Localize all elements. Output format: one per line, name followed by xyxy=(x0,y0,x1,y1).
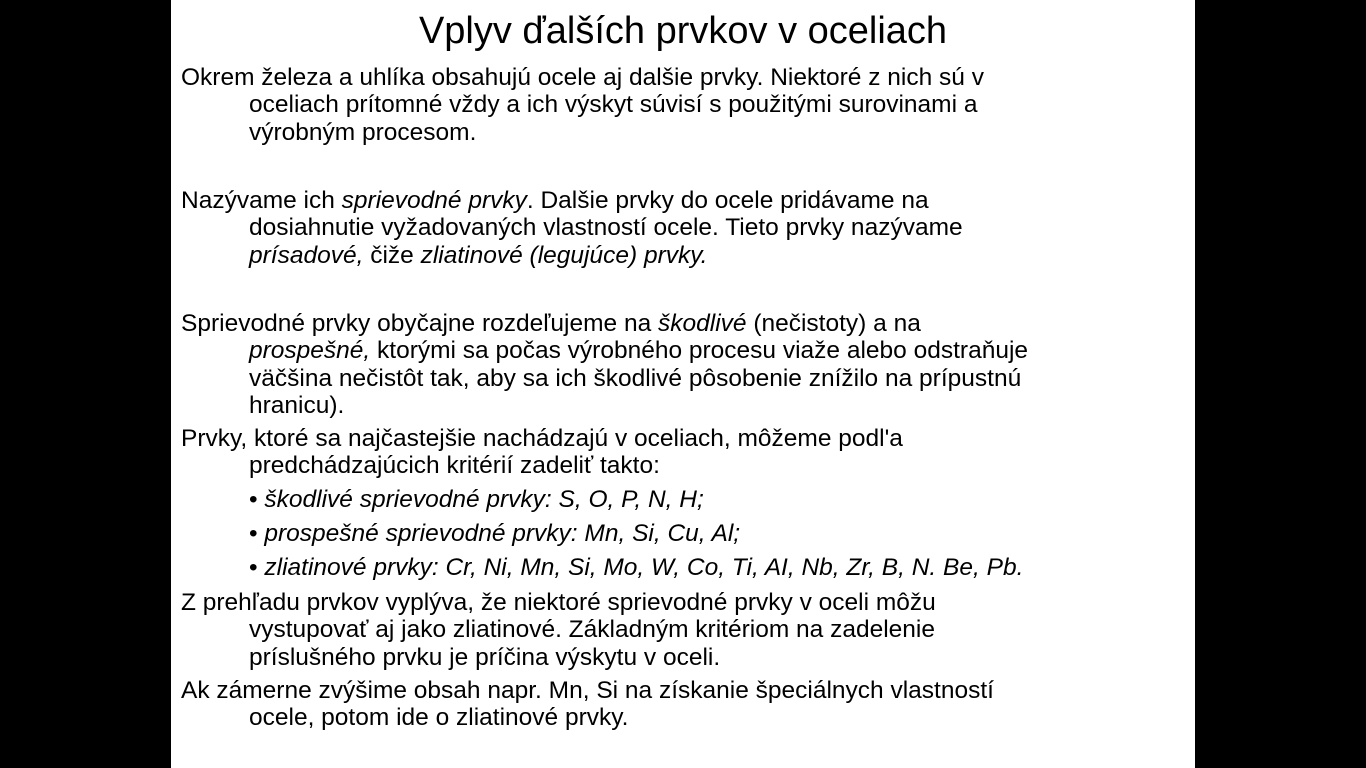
paragraph-line: Z prehľadu prvkov vyplýva, že niektoré sprievodné prvky v oceli môžu xyxy=(181,589,936,616)
paragraph-line: vystupovať aj jako zliatinové. Základným kritériom na zadelenie xyxy=(249,616,935,644)
paragraph-line: predchádzajúcich kritérií zadeliť takto: xyxy=(249,452,660,480)
bullet-dot: • xyxy=(249,520,258,547)
bullet-dot: • xyxy=(249,486,258,513)
emphasis-term: zliatinové (legujúce) prvky. xyxy=(420,241,708,269)
slide xyxy=(171,0,1195,768)
paragraph-line: Prvky, ktoré sa najčastejšie nachádzajú v oceliach, môžeme podl'a xyxy=(181,425,903,452)
bullet-item xyxy=(249,554,1023,582)
emphasis-term: škodlivé xyxy=(658,310,747,337)
paragraph-text: Nazývame ich xyxy=(181,187,342,214)
bullet-text: prospešné sprievodné prvky: Mn, Si, Cu, Al; xyxy=(264,520,741,547)
paragraph-line: Okrem železa a uhlíka obsahujú ocele aj dalšie prvky. Niektoré z nich sú v xyxy=(181,64,984,91)
emphasis-term: prísadové, xyxy=(249,241,371,269)
bullet-item xyxy=(249,486,704,514)
paragraph-text: (nečistoty) a na xyxy=(746,310,921,337)
paragraph-text: . Dalšie prvky do ocele pridávame na xyxy=(526,187,929,214)
paragraph-text: Sprievodné prvky obyčajne rozdeľujeme na xyxy=(181,310,658,337)
paragraph-line: hranicu). xyxy=(249,391,345,419)
bullet-dot: • xyxy=(249,554,258,581)
paragraph-line: príslušného prvku je príčina výskytu v oceli. xyxy=(249,643,721,671)
paragraph-line: oceliach prítomné vždy a ich výskyt súvisí s použitými surovinami a xyxy=(249,91,978,119)
paragraph-zaver xyxy=(181,677,1249,732)
paragraph-line: výrobným procesom. xyxy=(249,118,477,146)
paragraph-prehlad xyxy=(181,589,1249,671)
paragraph-text: ktorými sa počas výrobného procesu viaže alebo odstraňuje xyxy=(370,337,1029,365)
emphasis-term: prospešné, xyxy=(249,337,371,365)
emphasis-term: sprievodné prvky xyxy=(341,187,527,214)
bullet-text: zliatinové prvky: Cr, Ni, Mn, Si, Mo, W, Co, Ti, AI, Nb, Zr, B, N. Be, Pb. xyxy=(264,554,1024,581)
bullet-text: škodlivé sprievodné prvky: S, O, P, N, H; xyxy=(264,486,704,513)
paragraph-line: väčšina nečistôt tak, aby sa ich škodlivé pôsobenie znížilo na prípustnú xyxy=(249,364,1022,392)
paragraph-intro xyxy=(181,64,1249,146)
paragraph-kriteria xyxy=(181,425,1249,480)
paragraph-text: čiže xyxy=(370,241,421,269)
slide-title: Vplyv ďalších prvkov v oceliach xyxy=(418,10,948,52)
bullet-item xyxy=(249,520,740,548)
paragraph-sprievodne xyxy=(181,187,1249,269)
paragraph-line: ocele, potom ide o zliatinové prvky. xyxy=(249,704,629,732)
paragraph-line: Ak zámerne zvýšime obsah napr. Mn, Si na získanie špeciálnych vlastností xyxy=(181,677,994,704)
paragraph-line: dosiahnutie vyžadovaných vlastností ocele. Tieto prvky nazývame xyxy=(249,214,963,242)
paragraph-rozdelenie xyxy=(181,310,1249,419)
